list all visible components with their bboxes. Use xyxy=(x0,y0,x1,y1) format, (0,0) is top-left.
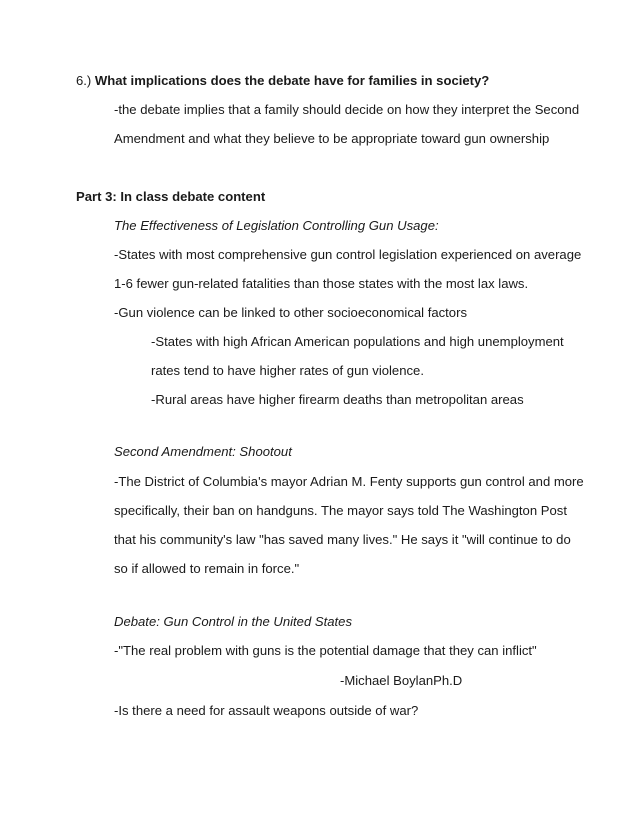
question-text: What implications does the debate have for families in society? xyxy=(94,73,490,88)
body-line: -The District of Columbia's mayor Adrian M. Fenty supports gun control and more xyxy=(114,474,584,489)
body-line: specifically, their ban on handguns. The mayor says told The Washington Post xyxy=(114,503,567,518)
subsection-title: Debate: Gun Control in the United States xyxy=(114,614,353,629)
quote-attribution: -Michael BoylanPh.D xyxy=(340,673,463,688)
indented-line: rates tend to have higher rates of gun violence. xyxy=(151,363,424,378)
body-line: -Gun violence can be linked to other socioeconomical factors xyxy=(114,305,467,320)
body-line: -Is there a need for assault weapons outside of war? xyxy=(114,703,419,718)
indented-line: -Rural areas have higher firearm deaths than metropolitan areas xyxy=(151,392,524,407)
question-6 xyxy=(76,73,489,89)
answer-line: Amendment and what they believe to be appropriate toward gun ownership xyxy=(114,131,550,146)
quote-line: -"The real problem with guns is the potential damage that they can inflict" xyxy=(114,643,537,658)
body-line: 1-6 fewer gun-related fatalities than those states with the most lax laws. xyxy=(114,276,529,291)
answer-line: -the debate implies that a family should decide on how they interpret the Second xyxy=(114,102,580,117)
indented-line: -States with high African American populations and high unemployment xyxy=(151,334,564,349)
subsection-title: The Effectiveness of Legislation Controlling Gun Usage: xyxy=(114,218,439,233)
section-heading: Part 3: In class debate content xyxy=(76,189,266,204)
body-line: so if allowed to remain in force." xyxy=(114,561,300,576)
body-line: -States with most comprehensive gun control legislation experienced on average xyxy=(114,247,582,262)
body-line: that his community's law "has saved many lives." He says it "will continue to do xyxy=(114,532,571,547)
question-number: 6.) xyxy=(76,73,92,88)
subsection-title: Second Amendment: Shootout xyxy=(114,444,292,459)
